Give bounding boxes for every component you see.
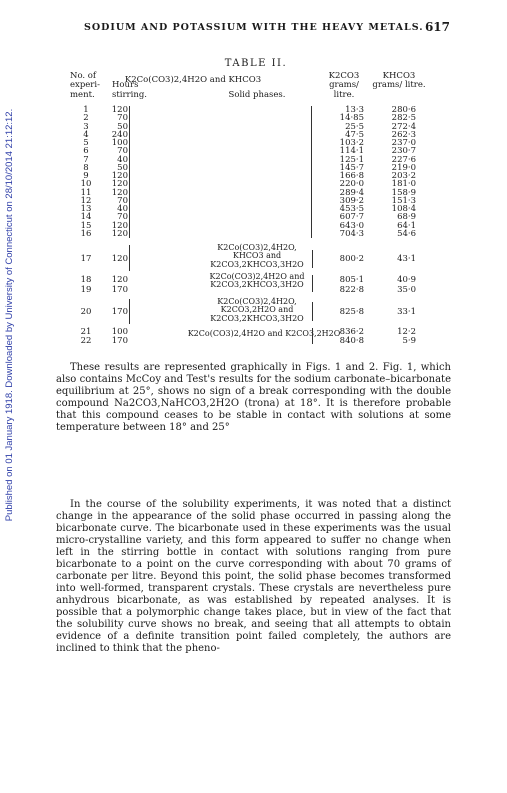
k2co3-value: 836·2 — [339, 327, 364, 337]
phase-line: K2Co(CO3)2,4H2O, — [217, 297, 297, 306]
k2co3-value: 220·0 — [339, 179, 364, 190]
khco3-value: 227·6 — [391, 154, 416, 165]
experiment-number: 10 — [80, 179, 92, 190]
download-watermark-text: Published on 01 January 1918. Downloaded by University of Connecticut on 28/10/2014 21:12:12. — [4, 108, 15, 522]
experiment-number: 12 — [80, 195, 92, 206]
table-row — [62, 337, 450, 346]
khco3-value: 35·0 — [397, 285, 416, 295]
running-title: SODIUM AND POTASSIUM WITH THE HEAVY METALS. — [84, 22, 424, 33]
hours-stirring: 170 — [111, 336, 128, 346]
experiment-number: 5 — [83, 138, 89, 148]
khco3-value: 64·1 — [397, 220, 416, 231]
khco3-value: 181·0 — [391, 179, 416, 190]
brace-group-17-right — [312, 250, 313, 268]
brace-hours-main — [129, 106, 130, 238]
hours-stirring: 120 — [111, 220, 128, 231]
group-21-22-phase: K2Co(CO3)2,4H2O and K2CO3,2H2O — [187, 329, 341, 338]
khco3-value: 108·4 — [391, 204, 416, 214]
khco3-value: 5·9 — [402, 336, 416, 346]
experiment-number: 7 — [83, 154, 89, 165]
phase-line: K2Co(CO3)2,4H2O and — [209, 272, 305, 281]
hours-stirring: 40 — [117, 154, 128, 165]
phase-line: K2Co(CO3)2,4H2O, — [217, 243, 297, 252]
experiment-number: 21 — [80, 327, 92, 337]
brace-group-20 — [129, 299, 130, 324]
group-18-19 — [62, 273, 450, 293]
k2co3-value: 125·1 — [339, 154, 364, 165]
hours-stirring: 70 — [117, 212, 128, 223]
col-header-hours: Hours stirring. — [112, 80, 147, 100]
khco3-value: 203·2 — [391, 171, 416, 181]
hours-stirring: 120 — [111, 179, 128, 190]
hours-stirring: 100 — [111, 327, 128, 337]
experiment-number: 2 — [83, 113, 89, 124]
phase-line: K2CO3,2H2O and — [220, 305, 294, 315]
experiment-number: 9 — [83, 171, 89, 181]
brace-group-21-right — [312, 328, 313, 344]
brace-group-17 — [129, 245, 130, 271]
khco3-value: 54·6 — [397, 228, 416, 239]
experiment-number: 15 — [80, 220, 92, 231]
brace-k2co3-main — [311, 106, 312, 238]
col-header-experiment: No. of experi-ment. — [70, 71, 100, 100]
hours-stirring: 70 — [117, 146, 128, 157]
hours-stirring: 120 — [111, 275, 128, 285]
hours-stirring: 120 — [111, 171, 128, 181]
paragraph-solubility — [56, 499, 451, 655]
hours-stirring: 70 — [117, 113, 128, 124]
experiment-number: 22 — [80, 336, 92, 346]
k2co3-value: 47·5 — [345, 129, 364, 140]
khco3-value: 40·9 — [397, 275, 416, 285]
hours-stirring: 120 — [111, 187, 128, 198]
phase-line: K2CO3,2KHCO3,3H2O — [210, 280, 304, 290]
brace-group-18 — [312, 275, 313, 292]
paragraph-1: These results are represented graphically in Figs. 1 and 2. Fig. 1, which also contains McCoy and Test's results for the sodium carbonate–bicarbonate equilibrium at 25°, shows no sign of a break corresponding with the double compound Na2CO3,NaHCO3,2H2O (trona) at 18°. It is therefore probable that this compound ceases to be stable in contact with solutions at some temperature between 18° and 25° — [56, 362, 451, 433]
k2co3-value: 289·4 — [339, 187, 364, 198]
experiment-number: 3 — [83, 121, 89, 132]
group-18-19-phase — [172, 273, 342, 290]
k2co3-value: 145·7 — [339, 162, 364, 173]
main-solid-phase: K2Co(CO3)2,4H2O and KHCO3 — [124, 75, 262, 85]
hours-stirring: 70 — [117, 195, 128, 206]
khco3-value: 151·3 — [391, 195, 416, 206]
col-header-k2co3: K2CO3 grams/ litre. — [328, 71, 360, 100]
group-21-22 — [62, 326, 450, 344]
k2co3-value: 309·2 — [339, 195, 364, 206]
table-row — [62, 230, 450, 238]
col-header-khco3: KHCO3 grams/ litre. — [372, 71, 426, 91]
experiment-number: 18 — [80, 275, 92, 285]
khco3-value: 230·7 — [391, 146, 416, 157]
khco3-value: 237·0 — [391, 138, 416, 148]
hours-stirring: 170 — [111, 285, 128, 295]
k2co3-value: 114·1 — [339, 146, 364, 157]
table-row: 20 170 825·8 33·1 — [80, 307, 416, 317]
k2co3-value: 607·7 — [339, 212, 364, 223]
brace-group-20-right — [312, 302, 313, 321]
khco3-value: 68·9 — [397, 212, 416, 223]
experiment-number: 16 — [80, 228, 92, 239]
table-title: TABLE II. — [224, 58, 288, 69]
k2co3-value: 840·8 — [339, 336, 364, 346]
experiment-number: 19 — [80, 285, 92, 295]
k2co3-value: 14·85 — [339, 113, 364, 124]
k2co3-value: 643·0 — [339, 220, 364, 231]
paragraph-results — [56, 362, 451, 434]
page-header — [62, 20, 450, 36]
khco3-value: 282·5 — [391, 113, 416, 124]
experiment-number: 6 — [83, 146, 89, 157]
khco3-value: 272·4 — [391, 121, 416, 132]
download-watermark — [3, 80, 19, 550]
col-header-solid-phases: Solid phases. — [228, 89, 286, 100]
k2co3-value: 822·8 — [339, 285, 364, 295]
hours-stirring: 40 — [117, 204, 128, 214]
hours-stirring: 120 — [111, 228, 128, 239]
khco3-value: 280·6 — [391, 105, 416, 115]
phase-line: K2CO3,2KHCO3,3H2O — [210, 259, 304, 269]
experiment-number: 14 — [80, 212, 92, 223]
k2co3-value: 166·8 — [339, 171, 364, 181]
hours-stirring: 100 — [111, 138, 128, 148]
hours-stirring: 120 — [111, 105, 128, 115]
khco3-value: 158·9 — [391, 187, 416, 198]
k2co3-value: 13·3 — [345, 105, 364, 115]
table-row: 17 120 800·2 43·1 — [80, 254, 416, 264]
k2co3-value: 103·2 — [339, 138, 364, 148]
hours-stirring: 50 — [117, 162, 128, 173]
table-body-main — [62, 106, 450, 238]
khco3-value: 262·3 — [391, 129, 416, 140]
phase-line: K2CO3,2KHCO3,3H2O — [210, 313, 304, 323]
k2co3-value: 704·3 — [339, 228, 364, 239]
phase-line: KHCO3 and — [232, 251, 282, 261]
experiment-number: 13 — [80, 204, 92, 214]
k2co3-value: 25·5 — [345, 121, 364, 132]
experiment-number: 4 — [83, 129, 89, 140]
group-20-phase — [172, 298, 342, 323]
experiment-number: 11 — [80, 187, 92, 198]
hours-stirring: 50 — [117, 121, 128, 132]
page-number: 617 — [424, 20, 450, 34]
khco3-value: 12·2 — [397, 327, 416, 337]
khco3-value: 219·0 — [391, 162, 416, 173]
paragraph-2: In the course of the solubility experiments, it was noted that a distinct change in the appearance of the solid phase occurred in passing along the bicarbonate curve. The bicarbonate used in these experiments was the usual micro-crystalline variety, and this form appeared to suffer no change when left in the stirring bottle in contact with solutions ranging from pure bicarbonate to a point on the curve corresponding with about 70 grams of carbonate per litre. Beyond this point, the solid phase becomes transformed into well-formed, transparent crystals. These crystals are nevertheless pure anhydrous bicarbonate, as was established by repeated analyses. It is possible that a polymorphic change takes place, but in view of the fact that the solubility curve shows no break, and seeing that all attempts to obtain evidence of a definite transition point failed completely, the authors are inclined to think that the pheno- — [56, 499, 451, 654]
experiment-number: 8 — [83, 162, 89, 173]
k2co3-value: 453·5 — [339, 204, 364, 214]
hours-stirring: 240 — [111, 129, 128, 140]
group-17-phase — [172, 244, 342, 269]
k2co3-value: 805·1 — [339, 275, 364, 285]
experiment-number: 1 — [83, 105, 89, 115]
